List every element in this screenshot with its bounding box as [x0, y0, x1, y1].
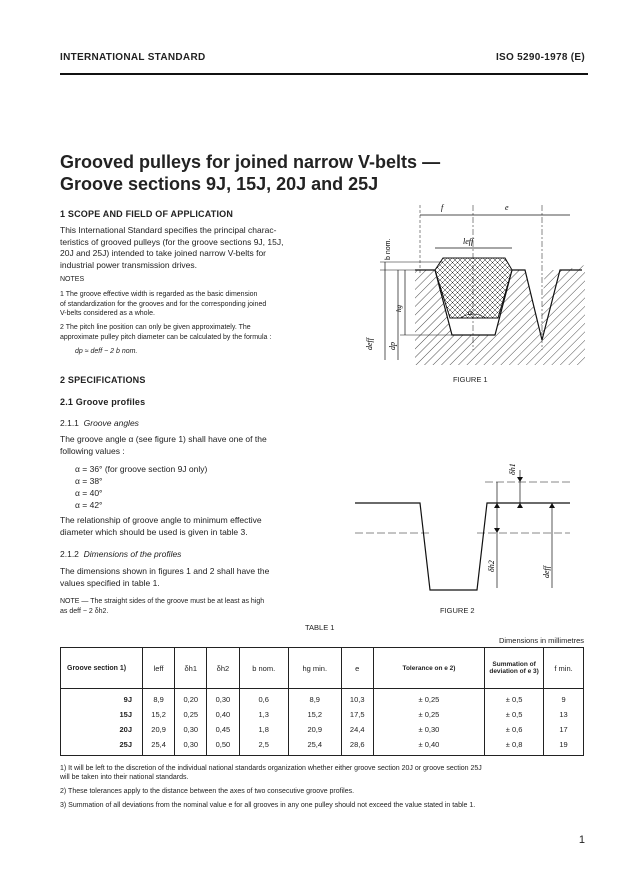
table-cell: 0,20	[175, 689, 207, 708]
table-1	[60, 647, 584, 756]
pitch-formula: dp ≈ deff − 2 b nom.	[75, 348, 138, 355]
fig2-label-dh1: δh1	[508, 463, 517, 475]
list-item: α = 42°	[75, 500, 103, 510]
figure-1-caption: FIGURE 1	[453, 375, 488, 384]
subsection-number: 2.1.2	[60, 549, 79, 559]
header-doc-number: ISO 5290-1978 (E)	[495, 52, 585, 63]
table-cell: 25,4	[288, 737, 341, 756]
fig1-label-bnom: b nom.	[385, 238, 392, 260]
section-1-heading: 1 SCOPE AND FIELD OF APPLICATION	[60, 209, 234, 219]
column-header: f min.	[544, 648, 584, 689]
column-header: Summation of deviation of e 3)	[485, 648, 544, 689]
fig1-label-f: f	[441, 203, 444, 212]
table-cell: 24,4	[341, 722, 373, 737]
section-2-heading: 2 SPECIFICATIONS	[60, 375, 146, 385]
subsection-title: Dimensions of the profiles	[83, 549, 182, 559]
table-header-row	[61, 648, 584, 689]
text-line: approximate pulley pitch diameter can be calculated by the formula :	[60, 333, 272, 341]
table-cell: ± 0,25	[373, 689, 484, 708]
table-cell: 10,3	[341, 689, 373, 708]
fig1-label-hg: hg	[395, 305, 403, 312]
text-line: 1 The groove effective width is regarded as the basic dimension	[60, 291, 258, 298]
footnotes	[60, 764, 590, 810]
column-header: hg min.	[288, 648, 341, 689]
table-cell: ± 0,25	[373, 707, 484, 722]
table-cell: 0,30	[175, 737, 207, 756]
note-1	[60, 290, 320, 319]
notes-label: NOTES	[60, 276, 85, 283]
table-cell: 13	[544, 707, 584, 722]
table-cell: 0,40	[207, 707, 239, 722]
angles-intro	[60, 434, 320, 457]
column-header: δh2	[207, 648, 239, 689]
table-cell: 25,4	[143, 737, 175, 756]
column-header: leff	[143, 648, 175, 689]
text-line: teristics of grooved pulleys (for the groove sections 9J, 15J,	[60, 236, 284, 247]
profile-dimensions-text	[60, 566, 320, 589]
fig1-label-deff: deff	[365, 338, 374, 350]
subsection-2-1-2-heading	[60, 549, 181, 561]
table-cell: 0,6	[239, 689, 288, 708]
figure-2-caption: FIGURE 2	[440, 606, 475, 615]
table-row	[61, 689, 584, 708]
table-cell: 15J	[61, 707, 143, 722]
text-line: V-belts considered as a whole.	[60, 310, 155, 317]
column-header: e	[341, 648, 373, 689]
column-header: b nom.	[239, 648, 288, 689]
list-item: α = 38°	[75, 476, 103, 486]
table-cell: 20,9	[288, 722, 341, 737]
table-cell: ± 0,30	[373, 722, 484, 737]
fig1-label-e: e	[505, 203, 509, 212]
text-line: 20J and 25J) intended to take joined narrow V-belts for	[60, 248, 267, 258]
table-cell: 17	[544, 722, 584, 737]
table-row	[61, 722, 584, 737]
table-cell: 0,30	[175, 722, 207, 737]
text-line: The groove angle α (see figure 1) shall have one of the	[60, 434, 267, 444]
table-cell: 2,5	[239, 737, 288, 756]
text-line: values specified in table 1.	[60, 577, 160, 588]
column-header: Tolerance on e 2)	[373, 648, 484, 689]
angle-relationship-text	[60, 515, 320, 538]
table-cell: ± 0,8	[485, 737, 544, 756]
table-cell: 1,8	[239, 722, 288, 737]
fig1-label-dp: dp	[388, 342, 397, 350]
text-line: NOTE — The straight sides of the groove must be at least as high	[60, 598, 265, 605]
footnote-3: 3) Summation of all deviations from the nominal value e for all grooves in any one pulley should not exceed the value stated in table 1.	[60, 802, 476, 809]
page-number: 1	[578, 834, 585, 846]
table-cell: 15,2	[143, 707, 175, 722]
column-header: Groove section 1)	[61, 648, 143, 689]
section-1-body	[60, 225, 320, 271]
table-cell: 20,9	[143, 722, 175, 737]
table-row	[61, 737, 584, 756]
text-line: diameter which should be used is given in table 3.	[60, 526, 248, 537]
table-cell: 17,5	[341, 707, 373, 722]
table-cell: ± 0,5	[485, 689, 544, 708]
text-line: of standardization for the grooves and for the corresponding joined	[60, 300, 267, 308]
table-cell: 9	[544, 689, 584, 708]
subsection-title: Groove angles	[83, 418, 139, 428]
title-line-1: Grooved pulleys for joined narrow V-belts —	[60, 152, 441, 172]
header-rule	[60, 73, 588, 75]
table-cell: 9J	[61, 689, 143, 708]
footnote-1: 1) It will be left to the discretion of the individual national standards organization whether either groove section 20J or groove section 25J	[60, 765, 482, 772]
table-units: Dimensions in millimetres	[498, 636, 584, 645]
text-line: This International Standard specifies the principal charac-	[60, 225, 277, 235]
table-cell: 20J	[61, 722, 143, 737]
subsection-number: 2.1.1	[60, 418, 79, 428]
table-cell: 0,30	[207, 689, 239, 708]
table-cell: 8,9	[143, 689, 175, 708]
subsection-2-1-heading: 2.1 Groove profiles	[60, 397, 146, 407]
sides-note	[60, 597, 320, 616]
footnote-1-cont: will be taken into their national standards.	[60, 774, 189, 781]
footnote-2: 2) These tolerances apply to the distance between the axes of two consecutive groove profiles.	[60, 788, 355, 795]
list-item: α = 40°	[75, 488, 103, 498]
column-header: δh1	[175, 648, 207, 689]
title-line-2: Groove sections 9J, 15J, 20J and 25J	[60, 174, 379, 194]
text-line: as deff − 2 δh2.	[60, 607, 109, 615]
table-cell: ± 0,6	[485, 722, 544, 737]
fig2-label-dh2: δh2	[487, 560, 496, 572]
list-item: α = 36° (for groove section 9J only)	[75, 464, 208, 474]
table-1-caption: TABLE 1	[305, 623, 335, 632]
table-cell: 8,9	[288, 689, 341, 708]
fig2-label-deff: deff	[542, 566, 551, 578]
note-2	[60, 323, 320, 342]
figure-1-groove-diagram	[360, 200, 585, 370]
table-row	[61, 707, 584, 722]
table-cell: 15,2	[288, 707, 341, 722]
page-title	[60, 151, 440, 195]
text-line: The relationship of groove angle to minimum effective	[60, 515, 262, 525]
table-cell: 0,25	[175, 707, 207, 722]
table-cell: 0,50	[207, 737, 239, 756]
table-cell: ± 0,5	[485, 707, 544, 722]
table-cell: 28,6	[341, 737, 373, 756]
fig1-label-leff: leff	[463, 237, 474, 246]
text-line: following values :	[60, 445, 125, 456]
table-cell: 0,45	[207, 722, 239, 737]
groove-angle-list	[75, 463, 207, 511]
subsection-2-1-1-heading	[60, 418, 139, 430]
text-line: industrial power transmission drives.	[60, 259, 197, 270]
figure-2-groove-profile	[355, 440, 580, 600]
header-standard-label: INTERNATIONAL STANDARD	[60, 52, 206, 63]
text-line: 2 The pitch line position can only be given approximately. The	[60, 324, 251, 331]
table-cell: 19	[544, 737, 584, 756]
table-cell: 25J	[61, 737, 143, 756]
table-cell: ± 0,40	[373, 737, 484, 756]
fig1-label-alpha: α	[468, 308, 473, 317]
table-cell: 1,3	[239, 707, 288, 722]
text-line: The dimensions shown in figures 1 and 2 shall have the	[60, 566, 270, 576]
